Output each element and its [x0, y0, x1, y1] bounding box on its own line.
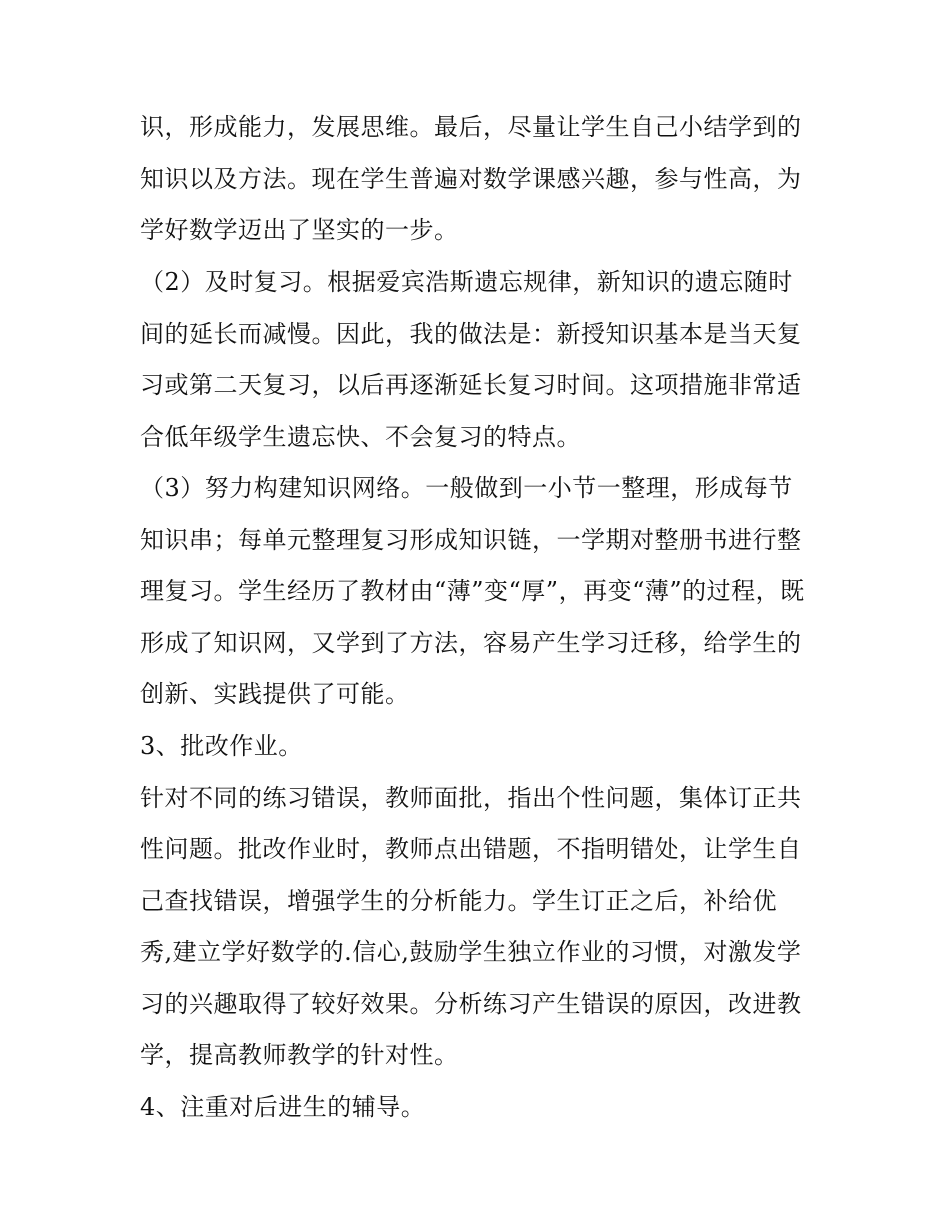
text-line: 理复习。学生经历了教材由“薄”变“厚”，再变“薄”的过程，既: [140, 577, 805, 605]
text-line: 己查找错误，增强学生的分析能力。学生订正之后，补给优: [140, 887, 777, 915]
text-line: 识，形成能力，发展思维。最后，尽量让学生自己小结学到的: [140, 113, 802, 141]
text-line: 创新、实践提供了可能。: [140, 680, 410, 708]
text-line: 4、注重对后进生的辅导。: [140, 1093, 426, 1121]
text-line: 知识串；每单元整理复习形成知识链，一学期对整册书进行整: [140, 526, 802, 554]
text-line: 合低年级学生遗忘快、不会复习的特点。: [140, 423, 581, 451]
text-line: 学，提高教师教学的针对性。: [140, 1041, 459, 1069]
text-line: 知识以及方法。现在学生普遍对数学课感兴趣，参与性高，为: [140, 165, 802, 193]
text-line: 秀,建立学好数学的.信心,鼓励学生独立作业的习惯，对激发学: [140, 938, 802, 966]
text-line: 形成了知识网，又学到了方法，容易产生学习迁移，给学生的: [140, 629, 802, 657]
text-line: （2）及时复习。根据爱宾浩斯遗忘规律，新知识的遗忘随时: [140, 268, 793, 296]
text-line: 间的延长而减慢。因此，我的做法是：新授知识基本是当天复: [140, 320, 802, 348]
text-line: 习或第二天复习，以后再逐渐延长复习时间。这项措施非常适: [140, 371, 802, 399]
text-line: 3、批改作业。: [140, 732, 303, 760]
text-line: 习的兴趣取得了较好效果。分析练习产生错误的原因，改进教: [140, 990, 802, 1018]
text-line: 学好数学迈出了坚实的一步。: [140, 216, 459, 244]
text-line: 针对不同的练习错误，教师面批，指出个性问题，集体订正共: [140, 784, 802, 812]
text-line: 性问题。批改作业时，教师点出错题，不指明错处，让学生自: [140, 835, 802, 863]
text-line: （3）努力构建知识网络。一般做到一小节一整理，形成每节: [140, 474, 793, 502]
